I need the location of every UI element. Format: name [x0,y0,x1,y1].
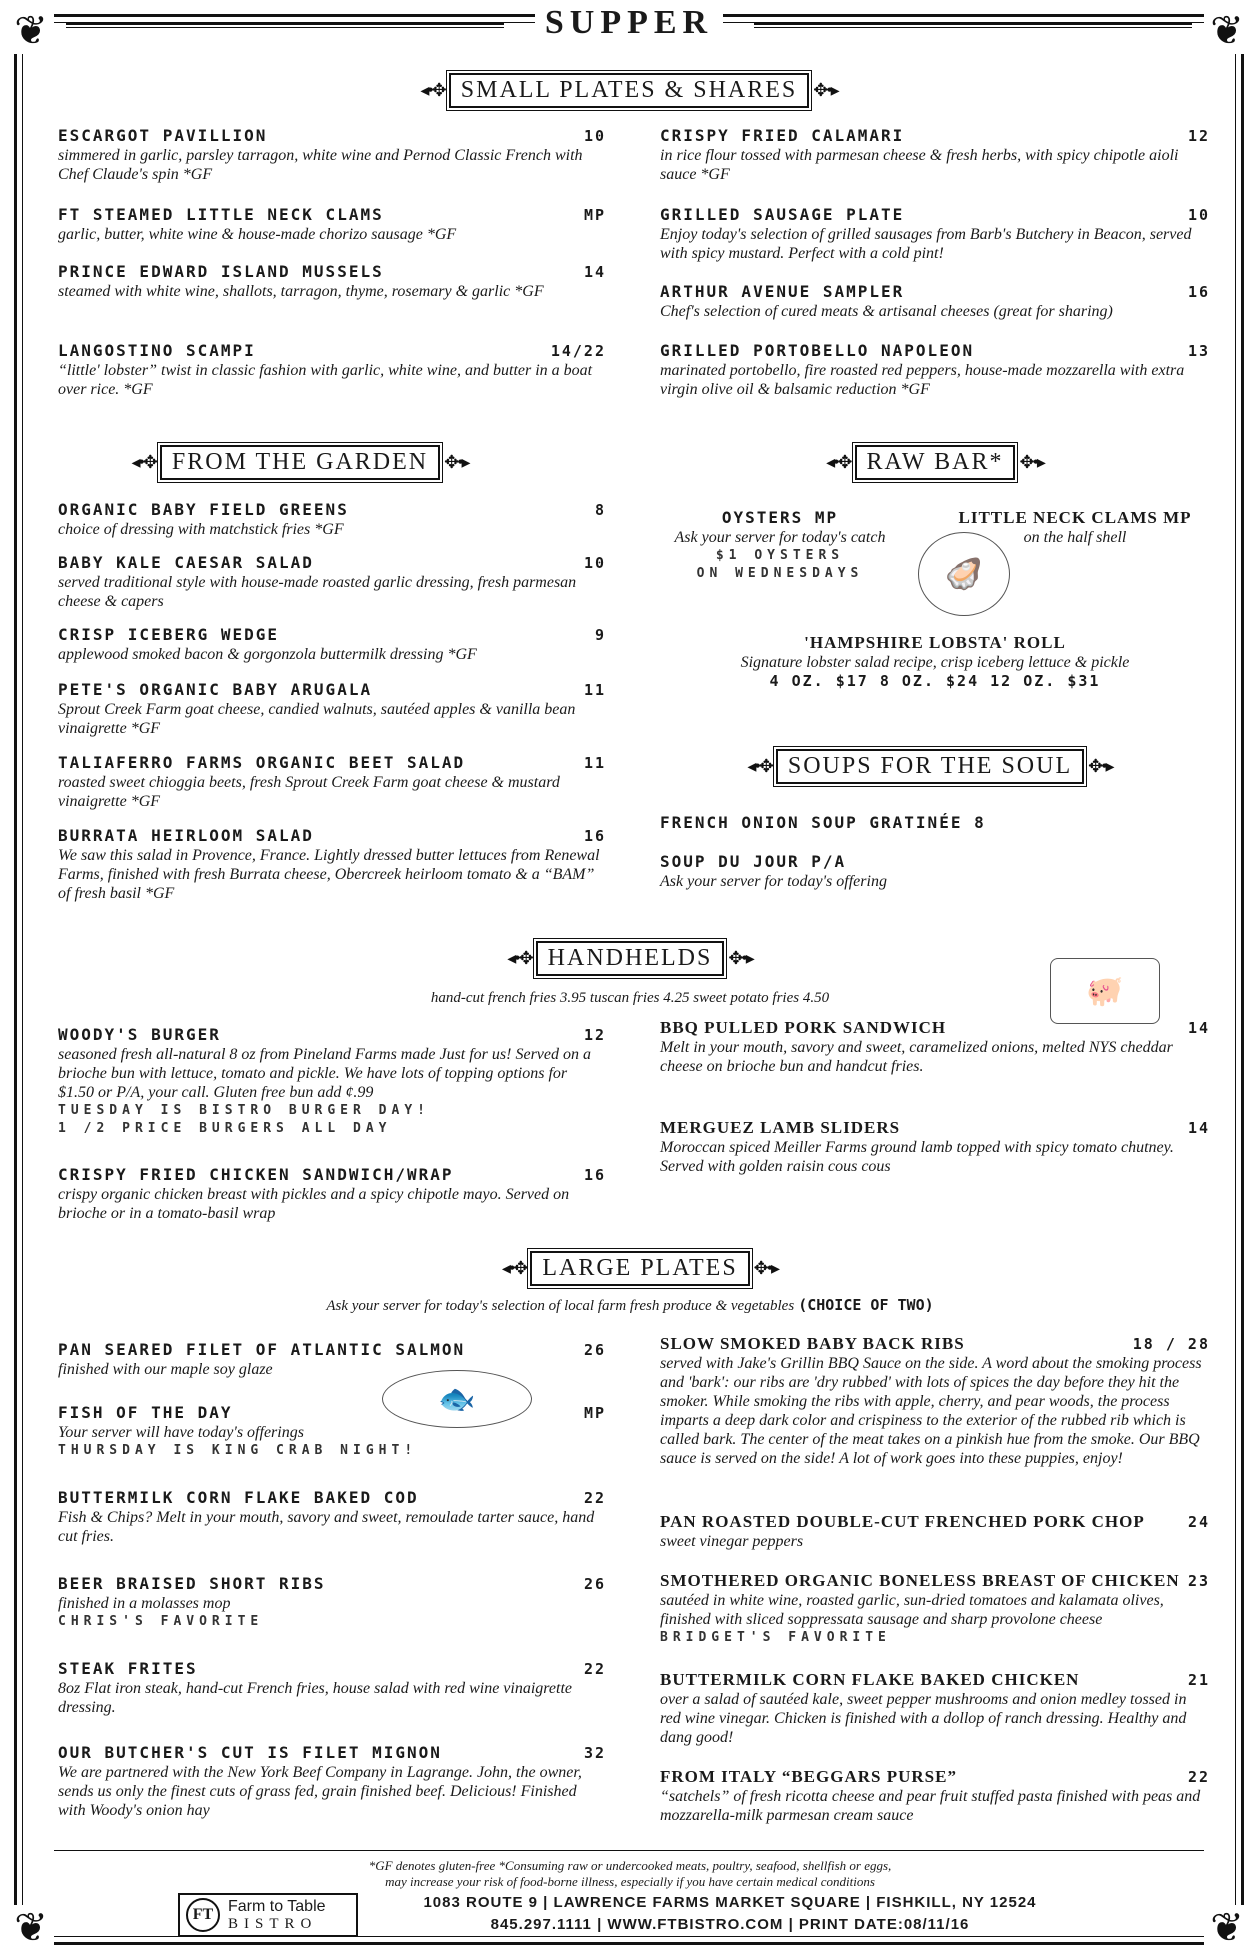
menu-item-description: served with Jake's Grillin BBQ Sauce on the side. A word about the smoking process and 'bark': our ribs are 'dry rubbed' with lots of spices the day before they hit the smoker. While smoking the ribs with apple, cherry, and pear woods, the process imparts a deep dark color and crispiness to the exterior of the rubbed rib which is called bark. The center of the meat takes on a pinkish hue from the smoke. Our BBQ sauce is served on the side! A lot of work goes into these puppies, enjoy! [660,1355,1202,1467]
menu-item-header [660,1018,1210,1038]
corner-ornament-icon: ❦ [8,1905,54,1951]
menu-item-price: 10 [583,127,606,145]
menu-item [660,1512,1210,1551]
menu-item-name: GRILLED SAUSAGE PLATE [660,205,905,224]
menu-item-header [58,205,606,225]
menu-item-price: 16 [1187,283,1210,301]
menu-item-header [660,1767,1210,1787]
menu-item-description: Your server will have today's offerings [58,1424,304,1441]
menu-item-name: FT STEAMED LITTLE NECK CLAMS [58,205,384,224]
menu-item [58,341,606,399]
menu-item-description: Melt in your mouth, savory and sweet, caramelized onions, melted NYS cheddar cheese on brioche bun and handcut fries. [660,1039,1173,1075]
menu-item-description: “little' lobster” twist in classic fashion with garlic, white wine, and butter in a boat over rice. *GF [58,362,593,398]
menu-item-name: SMOTHERED ORGANIC BONELESS BREAST OF CHICKEN [660,1571,1180,1590]
menu-item-price: 22 [583,1489,606,1507]
menu-item [58,1025,606,1138]
menu-item-price: 12 [1187,127,1210,145]
menu-item-header [58,1025,606,1045]
menu-item-description: Enjoy today's selection of grilled sausages from Barb's Butchery in Beacon, served with spicy mustard. Perfect with a cold pint! [660,226,1192,262]
soup-du-jour: SOUP DU JOUR P/A Ask your server for today's offering [660,852,887,890]
menu-item-price: 32 [583,1744,606,1762]
menu-item-price: 13 [1187,342,1210,360]
menu-item-header [58,1340,606,1360]
menu-item-description: over a salad of sautéed kale, sweet pepper mushrooms and onion medley tossed in red wine vinegar. Chicken is finished with a dollop of ranch dressing. Healthy and dang good! [660,1691,1187,1746]
pig-illustration-icon: 🐖 [1050,958,1160,1024]
menu-item-header [58,680,606,700]
menu-item [58,1574,606,1631]
menu-item-name: SLOW SMOKED BABY BACK RIBS [660,1334,965,1353]
menu-item-header [58,553,606,573]
menu-item-price: 11 [583,681,606,699]
salmon-plate-illustration-icon: 🐟 [382,1370,532,1428]
menu-item-header [58,126,606,146]
menu-item-description: Chef's selection of cured meats & artisanal cheeses (great for sharing) [660,303,1113,320]
menu-item [58,753,606,811]
menu-item-note: CHRIS'S FAVORITE [58,1614,264,1629]
menu-item-price: 14/22 [550,342,606,360]
menu-item-header [58,1165,606,1185]
raw-lobster-roll: 'HAMPSHIRE LOBSTA' ROLL Signature lobster salad recipe, crisp iceberg lettuce & pickle 4 OZ. $17 8 OZ. $24 12 OZ. $31 [740,633,1130,690]
menu-item-description: Sprout Creek Farm goat cheese, candied walnuts, sautéed apples & vanilla bean vinaigrette *GF [58,701,576,737]
menu-item [660,1767,1210,1825]
menu-item-description: applewood smoked bacon & gorgonzola buttermilk dressing *GF [58,646,477,663]
menu-item-name: ORGANIC BABY FIELD GREENS [58,500,349,519]
menu-item-price: 26 [583,1575,606,1593]
menu-item [58,1659,606,1717]
menu-item-name: PRINCE EDWARD ISLAND MUSSELS [58,262,384,281]
menu-item-description: 8oz Flat iron steak, hand-cut French fries, house salad with red wine vinaigrette dressing. [58,1680,573,1716]
menu-item-name: MERGUEZ LAMB SLIDERS [660,1118,901,1137]
menu-item-name: TALIAFERRO FARMS ORGANIC BEET SALAD [58,753,466,772]
menu-item-header [58,753,606,773]
menu-item-price: MP [583,206,606,224]
soup-french-onion: FRENCH ONION SOUP GRATINÉE 8 [660,813,986,832]
menu-item [58,553,606,611]
menu-item-name: FROM ITALY “BEGGARS PURSE” [660,1767,957,1786]
menu-item-description: sweet vinegar peppers [660,1533,804,1550]
menu-item [660,341,1210,399]
menu-item [58,1488,606,1546]
menu-item-description: sautéed in white wine, roasted garlic, sun-dried tomatoes and kalamata olives, finished with sliced soppressata sausage and sharp provolone cheese [660,1592,1164,1628]
menu-item-name: BEER BRAISED SHORT RIBS [58,1574,326,1593]
menu-item-header [660,1118,1210,1138]
menu-item [58,625,606,664]
menu-item [660,1670,1210,1747]
menu-title: SUPPER [0,4,1258,44]
menu-item-note: TUESDAY IS BISTRO BURGER DAY! [58,1103,430,1118]
menu-item-price: 16 [583,827,606,845]
menu-item-header [58,1488,606,1508]
menu-item-description: simmered in garlic, parsley tarragon, white wine and Pernod Classic French with Chef Claude's spin *GF [58,147,583,183]
menu-item-price: 23 [1187,1572,1210,1590]
menu-item [58,205,606,244]
menu-item-price: 21 [1187,1671,1210,1689]
menu-item-name: FISH OF THE DAY [58,1403,233,1422]
section-header-soups: ◂•✥ SOUPS FOR THE SOUL ✥•▸ [700,746,1160,786]
menu-item-name: STEAK FRITES [58,1659,198,1678]
menu-item-name: BUTTERMILK CORN FLAKE BAKED CHICKEN [660,1670,1080,1689]
menu-item-price: 11 [583,754,606,772]
section-header-small-plates: ◂•✥ SMALL PLATES & SHARES ✥•▸ [329,70,929,110]
menu-item-header [58,625,606,645]
menu-item [660,126,1210,184]
menu-item-name: ARTHUR AVENUE SAMPLER [660,282,905,301]
handhelds-sides: hand-cut french fries 3.95 tuscan fries 4.25 sweet potato fries 4.50 [430,990,830,1006]
menu-item-header [58,1574,606,1594]
menu-item-description: served traditional style with house-made roasted garlic dressing, fresh parmesan cheese & capers [58,574,577,610]
menu-item-header [660,1571,1210,1591]
menu-item-description: steamed with white wine, shallots, tarragon, thyme, rosemary & garlic *GF [58,283,544,300]
menu-item-description: seasoned fresh all-natural 8 oz from Pineland Farms made Just for us! Served on a brioche bun with lettuce, tomato and pickle. We have lots of topping options for $1.50 or P/A, your call. Gluten free bun add ¢.99 [58,1046,591,1101]
menu-item-price: 14 [583,263,606,281]
menu-item [58,1340,606,1379]
menu-item-name: BABY KALE CAESAR SALAD [58,553,314,572]
menu-item [58,1165,606,1223]
menu-item-name: CRISPY FRIED CHICKEN SANDWICH/WRAP [58,1165,454,1184]
menu-item-header [660,1512,1210,1532]
menu-item-price: 24 [1187,1513,1210,1531]
menu-item-name: PETE'S ORGANIC BABY ARUGALA [58,680,373,699]
menu-item-price: 9 [594,626,606,644]
menu-item-header [58,500,606,520]
menu-item-price: 10 [583,554,606,572]
footer-disclaimer: *GF denotes gluten-free *Consuming raw or undercooked meats, poultry, seafood, shellfish or eggs, may increase your risk of food-borne illness, especially if you have certain medical conditions [368,1858,892,1889]
corner-ornament-icon: ❦ [1204,8,1250,54]
menu-item-header [660,126,1210,146]
menu-item-price: 14 [1187,1119,1210,1137]
menu-item-name: GRILLED PORTOBELLO NAPOLEON [660,341,975,360]
menu-item [660,282,1210,321]
menu-item-name: WOODY'S BURGER [58,1025,221,1044]
menu-item-header [58,1659,606,1679]
footer-address: 1083 ROUTE 9 | LAWRENCE FARMS MARKET SQUARE | FISHKILL, NY 12524 [423,1894,1037,1911]
corner-ornament-icon: ❦ [8,8,54,54]
footer-divider [54,1850,1204,1851]
menu-item-header [58,1743,606,1763]
menu-item-price: MP [583,1404,606,1422]
menu-item [660,1118,1210,1176]
raw-oysters: OYSTERS MP Ask your server for today's catch $1 OYSTERS ON WEDNESDAYS [674,508,886,581]
menu-item-name: ESCARGOT PAVILLION [58,126,268,145]
menu-item-header [660,1334,1210,1354]
bistro-logo: FT Farm to Table BISTRO [178,1893,358,1937]
menu-item [660,1334,1210,1468]
menu-item [660,205,1210,263]
menu-item-name: CRISP ICEBERG WEDGE [58,625,280,644]
menu-item [58,680,606,738]
menu-item-note: BRIDGET'S FAVORITE [660,1630,891,1645]
menu-item-price: 22 [583,1660,606,1678]
menu-item [58,1403,606,1460]
menu-item-price: 8 [594,501,606,519]
menu-item-header [58,341,606,361]
section-header-garden: ◂•✥ FROM THE GARDEN ✥•▸ [90,442,510,482]
menu-item [58,126,606,184]
menu-item-name: OUR BUTCHER'S CUT IS FILET MIGNON [58,1743,442,1762]
footer-contact: 845.297.1111 | WWW.FTBISTRO.COM | PRINT DATE:08/11/16 [490,1916,970,1933]
menu-item-name: BBQ PULLED PORK SANDWICH [660,1018,947,1037]
menu-item-description: marinated portobello, fire roasted red peppers, house-made mozzarella with extra virgin olive oil & balsamic reduction *GF [660,362,1185,398]
menu-item-description: choice of dressing with matchstick fries *GF [58,521,344,538]
menu-item-description: roasted sweet chioggia beets, fresh Sprout Creek Farm goat cheese & mustard vinaigrette *GF [58,774,560,810]
menu-item-name: BURRATA HEIRLOOM SALAD [58,826,314,845]
menu-item [58,500,606,539]
menu-item-price: 10 [1187,206,1210,224]
menu-item-description: We are partnered with the New York Beef Company in Lagrange. John, the owner, sends us only the finest cuts of grass fed, grain finished beef. Delicious! Finished with Woody's onion hay [58,1764,582,1819]
menu-item-header [660,282,1210,302]
menu-item-price: 16 [583,1166,606,1184]
corner-ornament-icon: ❦ [1204,1905,1250,1951]
section-header-raw-bar: ◂•✥ RAW BAR* ✥•▸ [770,442,1100,482]
menu-item [660,1571,1210,1647]
raw-clams: LITTLE NECK CLAMS MP on the half shell [958,508,1192,546]
menu-item-note: THURSDAY IS KING CRAB NIGHT! [58,1443,418,1458]
menu-item-description: Fish & Chips? Melt in your mouth, savory and sweet, remoulade tarter sauce, hand cut fries. [58,1509,595,1545]
menu-item-name: PAN ROASTED DOUBLE-CUT FRENCHED PORK CHOP [660,1512,1145,1531]
section-header-handhelds: ◂•✥ HANDHELDS ✥•▸ [420,938,840,978]
menu-item-description: We saw this salad in Provence, France. Lightly dressed butter lettuces from Renewal Farms, finished with fresh Burrata cheese, Obercreek heirloom tomato & a “BAM” of fresh basil *GF [58,847,600,902]
menu-item-name: PAN SEARED FILET OF ATLANTIC SALMON [58,1340,466,1359]
section-header-large-plates: ◂•✥ LARGE PLATES ✥•▸ [450,1248,830,1288]
menu-item-price: 18 / 28 [1132,1335,1210,1353]
large-plates-intro: Ask your server for today's selection of local farm fresh produce & vegetables (CHOICE OF TWO) [326,1296,934,1314]
menu-item-header [58,826,606,846]
menu-item-description: in rice flour tossed with parmesan cheese & fresh herbs, with spicy chipotle aioli sauce *GF [660,147,1179,183]
menu-item-header [58,262,606,282]
menu-item-price: 12 [583,1026,606,1044]
menu-item-header [660,205,1210,225]
menu-item [660,1018,1210,1076]
oyster-illustration-icon: 🦪 [918,532,1010,616]
menu-item-note: 1 /2 PRICE BURGERS ALL DAY [58,1121,392,1136]
menu-item-price: 22 [1187,1768,1210,1786]
menu-item-description: finished in a molasses mop [58,1595,231,1612]
menu-item-header [660,341,1210,361]
menu-item-name: LANGOSTINO SCAMPI [58,341,256,360]
menu-item-description: crispy organic chicken breast with pickles and a spicy chipotle mayo. Served on brioche or in a tomato-basil wrap [58,1186,570,1222]
menu-item [58,1743,606,1820]
menu-item-price: 14 [1187,1019,1210,1037]
menu-item-description: Moroccan spiced Meiller Farms ground lamb topped with spicy tomato chutney. Served with golden raisin cous cous [660,1139,1174,1175]
ft-monogram-icon: FT [186,1898,220,1932]
menu-item-price: 26 [583,1341,606,1359]
menu-item [58,262,606,301]
menu-item-name: CRISPY FRIED CALAMARI [660,126,905,145]
menu-item-description: “satchels” of fresh ricotta cheese and pear fruit stuffed pasta finished with peas and mozzarella-milk parmesan cream sauce [660,1788,1201,1824]
menu-item-header [58,1403,606,1423]
menu-item-description: garlic, butter, white wine & house-made chorizo sausage *GF [58,226,457,243]
menu-item-description: finished with our maple soy glaze [58,1361,273,1378]
menu-item [58,826,606,903]
menu-item-header [660,1670,1210,1690]
menu-item-name: BUTTERMILK CORN FLAKE BAKED COD [58,1488,419,1507]
